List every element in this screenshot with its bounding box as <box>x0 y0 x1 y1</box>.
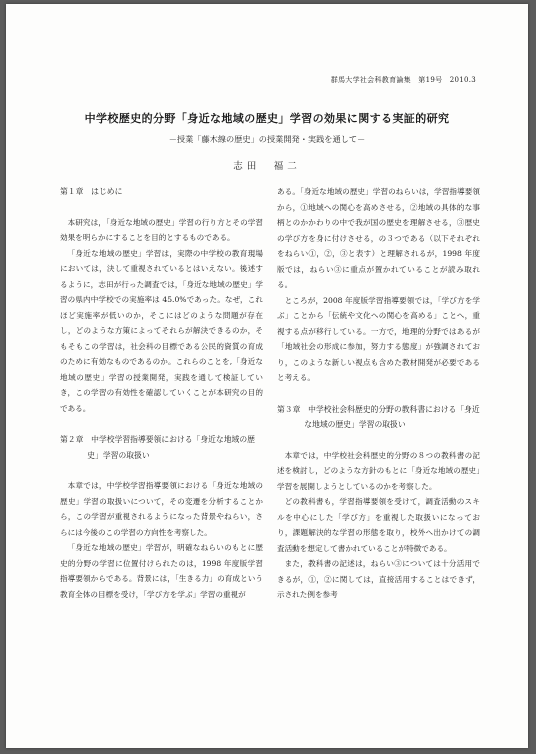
paragraph: 「身近な地域の歴史」学習が，明確なねらいのもとに歴史的分野の学習に位置付けられたのは，1998 年度版学習指導要領からである。背景には，「生きる力」の育成という教育全体の目標を受け，「学び方を学ぶ」学習の重視が <box>60 543 263 599</box>
left-column <box>60 184 263 602</box>
paragraph: どの教科書も，学習指導要領を受けて，調査活動のスキルを中心にした「学び方」を重視した取扱いになっており，課題解決的な学習の形態を取り，校外へ出かけての調査活動を想定して書かれていることが特徴である。 <box>277 497 480 553</box>
paragraph: ところが，2008 年度版学習指導要領では，「学び方を学ぶ」ことから「伝統や文化への関心を高める」ことへ，重視する点が移行している。一方で，地理的分野ではあるが「地域社会の形成に参加，努力する態度」が強調されており，このような新しい視点も含めた教材開発が必要であると考える。 <box>277 295 480 382</box>
journal-header: 群馬大学社会科教育論集 第19号 2010.3 <box>330 76 476 84</box>
chapter-heading: 第３章 中学校社会科歴史的分野の教科書における「身近な地域の歴史」学習の取扱い <box>277 404 480 429</box>
chapter-heading: 第１章 はじめに <box>60 187 123 196</box>
paragraph: 本章では，中学校学習指導要領における「身近な地域の歴史」学習の取扱いについて，その変遷を分析することから，この学習が重視されるようになった背景やねらい，さらには今後のこの学習の方向性を考察した。 <box>60 481 263 537</box>
paragraph: 本研究は，「身近な地域の歴史」学習の行り方とその学習効果を明らかにすることを目的とするものである。 <box>60 217 263 242</box>
paragraph: また，教科書の記述は，ねらい③については十分活用できるが，①，②に関しては，直接活用することはできず，示された例を参考 <box>277 559 480 599</box>
author-name: 志田 福二 <box>233 161 301 172</box>
paper-title: 中学校歴史的分野「身近な地域の歴史」学習の効果に関する実証的研究 <box>84 112 450 125</box>
right-column <box>277 184 480 603</box>
chapter-heading: 第２章 中学校学習指導要領における「身近な地域の歴史」学習の取扱い <box>60 435 255 460</box>
paper-subtitle: －授業「藤木線の歴史」の授業開発・実践を通して－ <box>168 134 366 144</box>
paragraph: ある。「身近な地域の歴史」学習のねらいは，学習指導要領から，①地域への関心を高めさせる，②地域の具体的な事柄とのかかわりの中で我が国の歴史を理解させる，③歴史の学び方を身に付けさせる，の３つである（以下それぞれをねらい①，②，③と表す）と理解されるが，1998 年度版では，ねらい③に重点が置かれていることが読み取れる。 <box>277 187 480 289</box>
paragraph: 「身近な地域の歴史」学習は，実際の中学校の教育現場においては，決して重視されているとはいえない。後述するように，志田が行った調査では，「身近な地域の歴史」学習の県内中学校での実施率は 45.0%であった。なぜ，これほど実施率が低いのか，そこにはどのような問題が存在し，どのような方策によってそれらが解決できるのか，そもそもこの学習は，社会科の目標である公民的資質の育成のために有効なものであるのか。これらのことを,「身近な地域の歴史」学習の授業開発，実践を通して検証していき，この学習の有効性を確認していくことが本研究の目的である。 <box>60 248 263 413</box>
document-page <box>6 4 528 748</box>
paragraph: 本章では，中学校社会科歴史的分野の８つの教科書の記述を検討し，どのような方針のもとに「身近な地域の歴史」学習を展開しようとしているのかを考察した。 <box>277 450 480 491</box>
